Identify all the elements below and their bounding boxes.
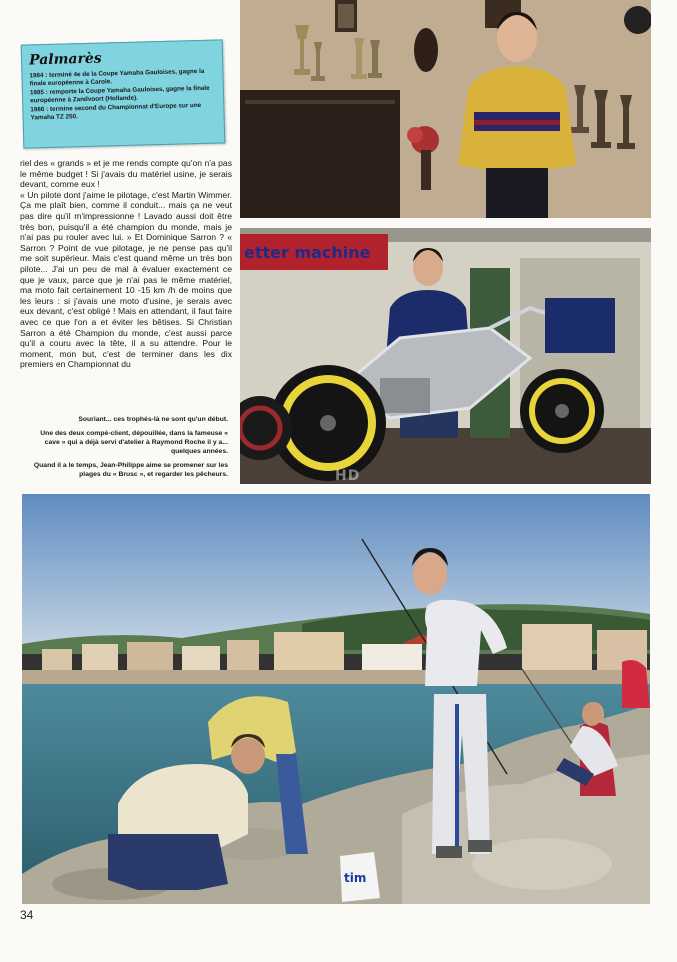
watermark: HD — [335, 468, 361, 484]
article-paragraph: riel des « grands » et je me rends compte qu'on n'a pas le même budget ! Si j'avais du matériel usine, je serais devant, comme eux ! — [20, 158, 232, 190]
bag-text: tim — [344, 871, 367, 885]
palmares-entry-1986: 1986 : termine second du Championnat d'Europe sur une Yamaha TZ 250. — [30, 102, 202, 122]
palmares-box — [21, 39, 226, 148]
article-body — [20, 158, 232, 370]
photo-captions — [24, 415, 228, 484]
photo-fishing — [22, 494, 650, 904]
palmares-entry-1985: 1985 : remporte la Coupe Yamaha Gauloises, gagne la finale européenne à Zandvoort (Hollande). — [29, 84, 210, 105]
banner-text: etter machine — [244, 243, 371, 262]
caption-trophies: Souriant... ces trophés-là ne sont qu'un début. — [78, 416, 228, 423]
caption-fishing: Quand il a le temps, Jean-Philippe aime se promener sur les plages du « Brusc », et regarder les pêcheurs. — [33, 462, 228, 478]
palmares-list — [29, 68, 217, 122]
page-number: 34 — [20, 908, 34, 922]
caption-motorcycle: Une des deux compé-client, dépouillée, dans la fameuse « cave » qui a déjà servi d'atelier à Raymond Roche il y a... quelques années. — [40, 430, 228, 455]
photo-trophies — [240, 0, 651, 218]
article-paragraph: « Un pilote dont j'aime le pilotage, c'est Martin Wimmer. Ça me plaît bien, comme il conduit... mais ça ne veut pas dire qu'il m'impressionne ! Lavado aussi doit être très bon, puisqu'il a été champion du monde, mais je n'ai pas pu rouler avec lui. » Et Dominique Sarron ? « Sarron ? Point de vue pilotage, je ne pense pas qu'il me soit supérieur. Mais c'est quand même un très bon pilote... J'ai un peu de mal à évaluer exactement ce que je vaux, parce que je n'ai pas le même matériel, ma moto fait certainement 10 -15 km /h de moins que les leurs : si j'avais une moto d'usine, je serais avec eux devant, c'est obligé ! Mais en attendant, il faut faire avec ce que l'on a et éviter les bêtises. Si Christian Sarron a été Champion du monde, c'est aussi parce qu'il a couru avec la tête, il a su attendre. Pour le moment, mon but, c'est de terminer dans les dix premiers en Championnat du — [20, 189, 232, 370]
palmares-entry-1984: 1984 : terminé 4e de la Coupe Yamaha Gauloises, gagne la finale européenne à Carole. — [29, 67, 205, 88]
photo-motorcycle — [240, 228, 651, 484]
palmares-title: Palmarès — [28, 50, 102, 69]
